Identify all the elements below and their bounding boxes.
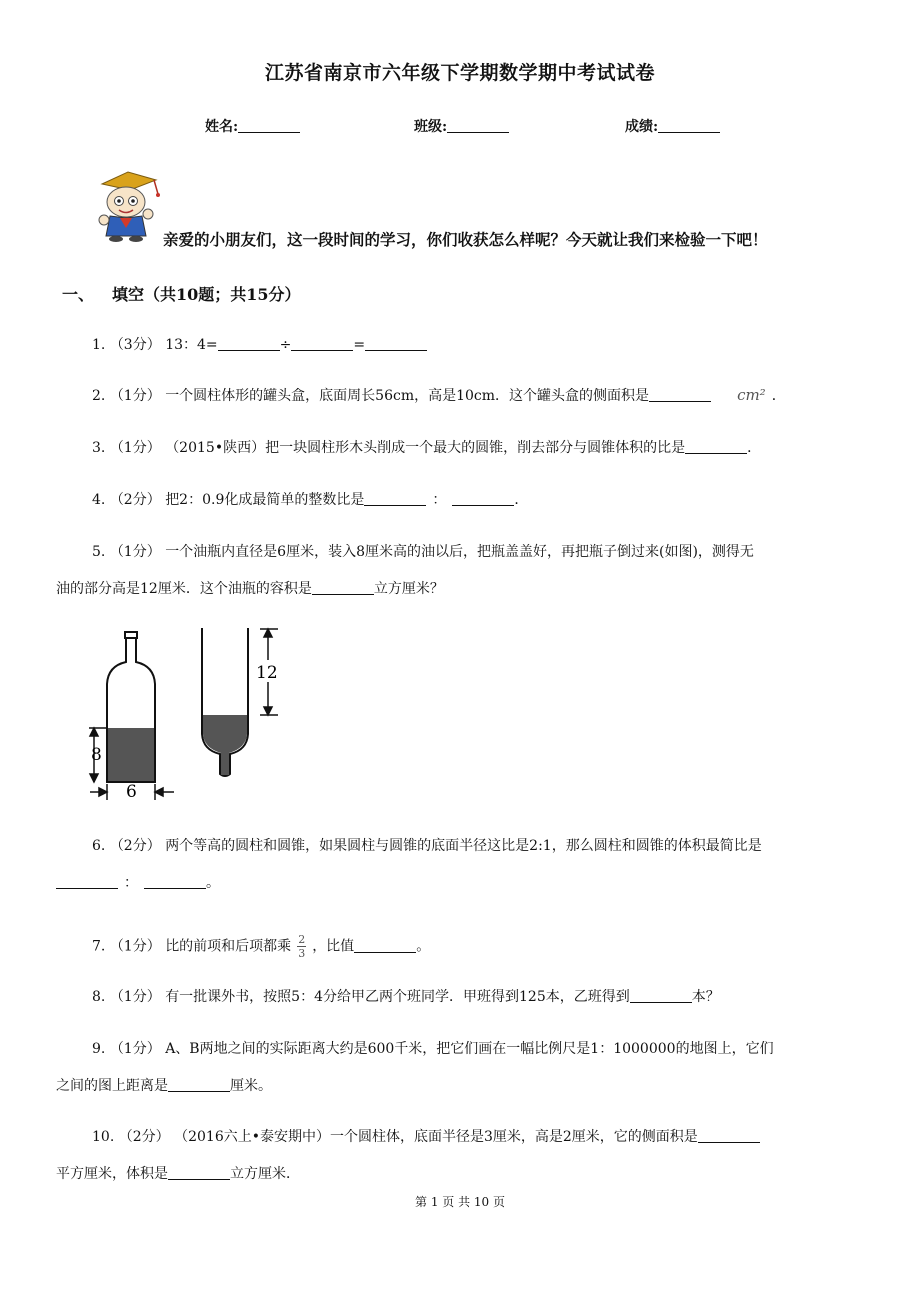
question-score: （1分） — [109, 938, 161, 955]
question-10 — [92, 1126, 760, 1146]
answer-blank[interactable] — [291, 336, 353, 351]
question-number: 4. — [92, 492, 106, 508]
score-blank[interactable] — [658, 118, 720, 133]
question-score: （1分） — [109, 388, 161, 404]
answer-blank[interactable] — [649, 387, 711, 402]
question-number: 10. — [92, 1129, 115, 1145]
name-blank[interactable] — [238, 118, 300, 133]
question-score: （3分） — [109, 337, 161, 353]
question-number: 3. — [92, 440, 106, 456]
question-6-line-2 — [56, 872, 220, 892]
question-text: 有一批课外书，按照5：4分给甲乙两个班同学．甲班得到125本，乙班得到 — [165, 989, 630, 1005]
section-one-heading — [62, 282, 301, 305]
answer-blank[interactable] — [698, 1128, 760, 1143]
height-12-label: 12 — [256, 663, 278, 683]
ratio-colon: ： — [124, 875, 138, 891]
question-score: （1分） — [109, 1041, 161, 1057]
punctuation: 。 — [206, 875, 220, 891]
question-8 — [92, 986, 720, 1006]
question-score: （1分） — [109, 440, 161, 456]
class-field[interactable] — [414, 116, 509, 136]
question-1 — [92, 334, 427, 354]
question-text: 把2：0.9化成最简单的整数比是 — [165, 492, 365, 508]
name-label: 姓名: — [205, 119, 239, 135]
answer-blank[interactable] — [685, 439, 747, 454]
answer-blank[interactable] — [312, 580, 374, 595]
unit-label: cm² — [737, 386, 766, 404]
width-6-label: 6 — [126, 782, 137, 802]
page-footer: 第 1 页 共 10 页 — [415, 1195, 505, 1209]
section-number: 一、 — [62, 285, 95, 304]
ratio-colon: ： — [432, 492, 447, 508]
question-2 — [92, 385, 786, 405]
page-title: 江苏省南京市六年级下学期数学期中考试试卷 — [264, 62, 655, 84]
score-field[interactable] — [625, 116, 720, 136]
question-score: （2分） — [109, 492, 161, 508]
question-text: 之间的图上距离是 — [56, 1078, 168, 1094]
question-9 — [92, 1038, 774, 1058]
answer-blank[interactable] — [168, 1077, 230, 1092]
punctuation: ． — [747, 440, 762, 456]
question-score: （1分） — [109, 989, 161, 1005]
question-number: 2. — [92, 388, 106, 404]
question-text: A、B两地之间的实际距离大约是600千米，把它们画在一幅比例尺是1：1000000的地图上，它们 — [165, 1041, 774, 1057]
score-label: 成绩: — [625, 119, 659, 135]
question-5-line-2 — [56, 578, 444, 598]
question-text-end: 厘米。 — [230, 1078, 272, 1094]
question-score: （2分） — [109, 838, 161, 854]
question-number: 6. — [92, 838, 106, 854]
answer-blank[interactable] — [354, 938, 416, 953]
operator: ÷ — [279, 337, 292, 353]
doctor-mascot-icon — [92, 168, 166, 244]
answer-blank[interactable] — [168, 1165, 230, 1180]
operator: = — [353, 337, 366, 353]
section-title: 填空（共10题；共15分） — [112, 285, 301, 304]
answer-blank[interactable] — [452, 491, 514, 506]
fraction-two-thirds — [297, 934, 306, 959]
question-number: 8. — [92, 989, 106, 1005]
question-text: （2016六上•泰安期中）一个圆柱体，底面半径是3厘米，高是2厘米，它的侧面积是 — [174, 1129, 698, 1145]
question-text-end: 立方厘米？ — [373, 581, 444, 597]
question-text: 13：4= — [165, 337, 218, 353]
punctuation: 。 — [416, 938, 431, 955]
question-text: 比的前项和后项都乘 — [165, 938, 292, 955]
question-text: 平方厘米，体积是 — [56, 1166, 168, 1182]
question-score: （2分） — [118, 1129, 170, 1145]
question-text: 一个圆柱体形的罐头盒，底面周长56cm，高是10cm．这个罐头盒的侧面积是 — [165, 388, 650, 404]
question-text-end: 本？ — [691, 989, 720, 1005]
question-text-end: 立方厘米． — [230, 1166, 300, 1182]
question-text: ，比值 — [312, 938, 355, 955]
answer-blank[interactable] — [364, 491, 426, 506]
question-number: 1. — [92, 337, 106, 353]
question-9-line-2 — [56, 1075, 272, 1095]
question-4 — [92, 489, 528, 509]
question-number: 9. — [92, 1041, 106, 1057]
question-text: 两个等高的圆柱和圆锥，如果圆柱与圆锥的底面半径这比是2:1，那么圆柱和圆锥的体积最简比是 — [165, 838, 762, 854]
inverted-bottle — [202, 628, 248, 776]
oil-fill-inverted — [203, 715, 247, 775]
oil-bottle-figure — [86, 622, 286, 806]
fraction-numerator: 2 — [298, 933, 306, 946]
question-text: 油的部分高是12厘米．这个油瓶的容积是 — [56, 581, 312, 597]
punctuation: ． — [514, 492, 529, 508]
question-10-line-2 — [56, 1163, 300, 1183]
question-number: 7. — [92, 938, 106, 955]
question-7 — [92, 934, 430, 959]
answer-blank[interactable] — [144, 874, 206, 889]
question-number: 5. — [92, 544, 106, 560]
height-8-label: 8 — [91, 745, 102, 765]
question-text: （2015•陕西）把一块圆柱形木头削成一个最大的圆锥，削去部分与圆锥体积的比是 — [165, 440, 686, 456]
answer-blank[interactable] — [218, 336, 280, 351]
question-3 — [92, 437, 761, 457]
punctuation: ． — [771, 388, 786, 404]
class-blank[interactable] — [447, 118, 509, 133]
answer-blank[interactable] — [365, 336, 427, 351]
oil-fill-upright — [108, 728, 154, 781]
answer-blank[interactable] — [630, 988, 692, 1003]
question-text: 一个油瓶内直径是6厘米，装入8厘米高的油以后，把瓶盖盖好，再把瓶子倒过来(如图)，测得无 — [165, 544, 754, 560]
fraction-denominator: 3 — [298, 947, 306, 960]
answer-blank[interactable] — [56, 874, 118, 889]
greeting-text: 亲爱的小朋友们，这一段时间的学习，你们收获怎么样呢？今天就让我们来检验一下吧！ — [163, 230, 768, 249]
question-5 — [92, 541, 754, 561]
question-6 — [92, 835, 762, 855]
class-label: 班级: — [414, 119, 448, 135]
name-field[interactable] — [205, 116, 300, 136]
question-score: （1分） — [109, 544, 161, 560]
